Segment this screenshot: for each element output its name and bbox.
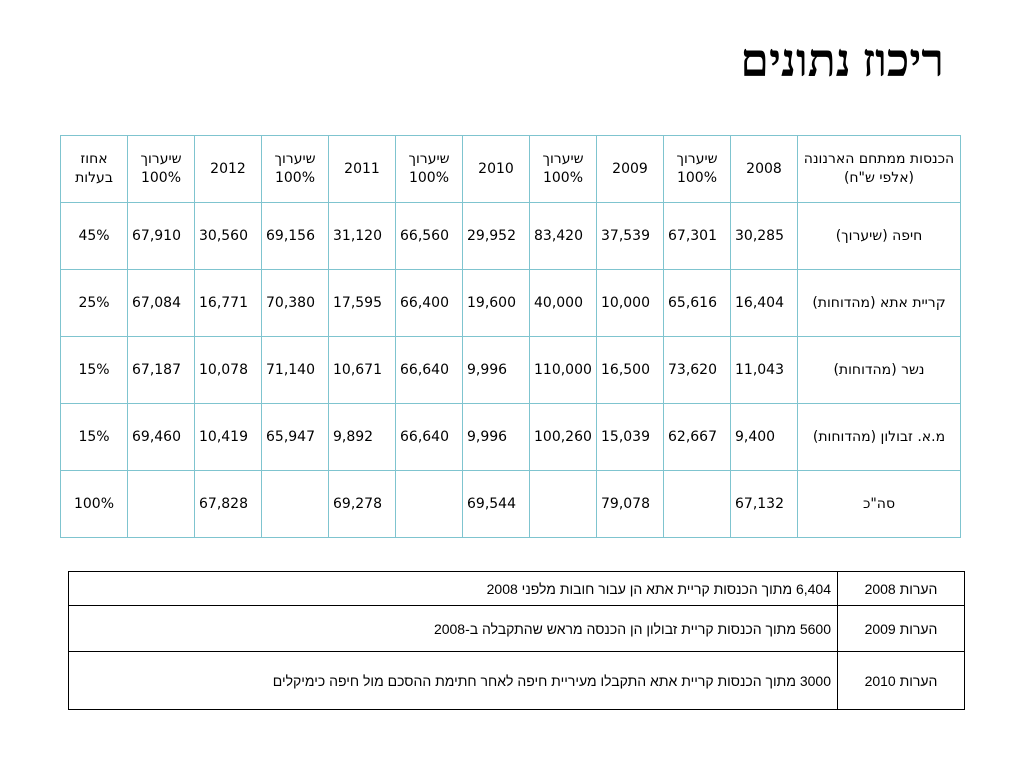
table-cell: 67,084 xyxy=(128,270,195,337)
table-cell: 19,600 xyxy=(463,270,530,337)
page-title: ריכוז נתונים xyxy=(740,35,944,86)
note-text: 6,404 מתוך הכנסות קריית אתא הן עבור חובות מלפני 2008 xyxy=(69,572,838,606)
table-cell xyxy=(530,471,597,538)
table-cell: 69,278 xyxy=(329,471,396,538)
table-cell: 15,039 xyxy=(597,404,664,471)
table-row-total xyxy=(61,471,961,538)
table-cell: 31,120 xyxy=(329,203,396,270)
table-row xyxy=(61,270,961,337)
header-cell: שיערוך 100% xyxy=(396,136,463,203)
table-cell: 73,620 xyxy=(664,337,731,404)
header-cell: שיערוך 100% xyxy=(664,136,731,203)
table-cell: 67,187 xyxy=(128,337,195,404)
table-cell: 10,671 xyxy=(329,337,396,404)
table-cell: 16,404 xyxy=(731,270,798,337)
table-row xyxy=(61,337,961,404)
table-cell: 66,640 xyxy=(396,404,463,471)
table-cell: 100,260 xyxy=(530,404,597,471)
table-cell xyxy=(128,471,195,538)
table-cell: 10,078 xyxy=(195,337,262,404)
table-cell: 15% xyxy=(61,404,128,471)
table-cell: 65,616 xyxy=(664,270,731,337)
table-cell xyxy=(262,471,329,538)
table-cell: 40,000 xyxy=(530,270,597,337)
note-text: 3000 מתוך הכנסות קריית אתא התקבלו מעיריית חיפה לאחר חתימת ההסכם מול חיפה כימיקלים xyxy=(69,652,838,710)
table-cell: 30,560 xyxy=(195,203,262,270)
table-cell: 83,420 xyxy=(530,203,597,270)
revenue-summary-table xyxy=(60,135,961,538)
table-cell: 67,828 xyxy=(195,471,262,538)
table-header-row xyxy=(61,136,961,203)
table-cell: 69,460 xyxy=(128,404,195,471)
row-label: סה"כ xyxy=(798,471,961,538)
table-cell: 25% xyxy=(61,270,128,337)
table-cell: 16,500 xyxy=(597,337,664,404)
table-cell: 15% xyxy=(61,337,128,404)
table-cell: 66,400 xyxy=(396,270,463,337)
notes-table xyxy=(68,571,965,710)
table-cell: 67,301 xyxy=(664,203,731,270)
table-row xyxy=(61,203,961,270)
table-cell: 79,078 xyxy=(597,471,664,538)
row-label: נשר (מהדוחות) xyxy=(798,337,961,404)
note-text: 5600 מתוך הכנסות קריית זבולון הן הכנסה מראש שהתקבלה ב-2008 xyxy=(69,606,838,652)
table-cell: 66,640 xyxy=(396,337,463,404)
table-cell: 10,000 xyxy=(597,270,664,337)
table-cell: 67,910 xyxy=(128,203,195,270)
row-label: קריית אתא (מהדוחות) xyxy=(798,270,961,337)
table-cell: 10,419 xyxy=(195,404,262,471)
table-cell: 66,560 xyxy=(396,203,463,270)
note-row xyxy=(69,606,965,652)
header-cell: אחוז בעלות xyxy=(61,136,128,203)
table-cell: 100% xyxy=(61,471,128,538)
table-cell: 45% xyxy=(61,203,128,270)
table-cell: 69,544 xyxy=(463,471,530,538)
header-cell: שיערוך 100% xyxy=(128,136,195,203)
table-cell xyxy=(664,471,731,538)
header-cell: 2008 xyxy=(731,136,798,203)
note-row xyxy=(69,652,965,710)
header-cell: 2011 xyxy=(329,136,396,203)
note-row xyxy=(69,572,965,606)
table-cell: 30,285 xyxy=(731,203,798,270)
table-cell: 11,043 xyxy=(731,337,798,404)
table-cell: 65,947 xyxy=(262,404,329,471)
row-label: חיפה (שיערוך) xyxy=(798,203,961,270)
table-cell: 70,380 xyxy=(262,270,329,337)
header-cell: הכנסות ממתחם הארנונה (אלפי ש"ח) xyxy=(798,136,961,203)
table-cell: 17,595 xyxy=(329,270,396,337)
table-cell: 37,539 xyxy=(597,203,664,270)
table-cell: 71,140 xyxy=(262,337,329,404)
table-cell: 9,996 xyxy=(463,337,530,404)
header-cell: שיערוך 100% xyxy=(262,136,329,203)
table-cell: 110,000 xyxy=(530,337,597,404)
table-cell: 67,132 xyxy=(731,471,798,538)
note-label: הערות 2010 xyxy=(838,652,965,710)
table-row xyxy=(61,404,961,471)
table-cell: 69,156 xyxy=(262,203,329,270)
note-label: הערות 2008 xyxy=(838,572,965,606)
table-cell: 62,667 xyxy=(664,404,731,471)
header-cell: 2010 xyxy=(463,136,530,203)
table-cell: 29,952 xyxy=(463,203,530,270)
table-cell: 9,892 xyxy=(329,404,396,471)
row-label: מ.א. זבולון (מהדוחות) xyxy=(798,404,961,471)
note-label: הערות 2009 xyxy=(838,606,965,652)
table-cell: 16,771 xyxy=(195,270,262,337)
table-cell: 9,996 xyxy=(463,404,530,471)
table-cell xyxy=(396,471,463,538)
header-cell: 2009 xyxy=(597,136,664,203)
header-cell: שיערוך 100% xyxy=(530,136,597,203)
header-cell: 2012 xyxy=(195,136,262,203)
table-cell: 9,400 xyxy=(731,404,798,471)
